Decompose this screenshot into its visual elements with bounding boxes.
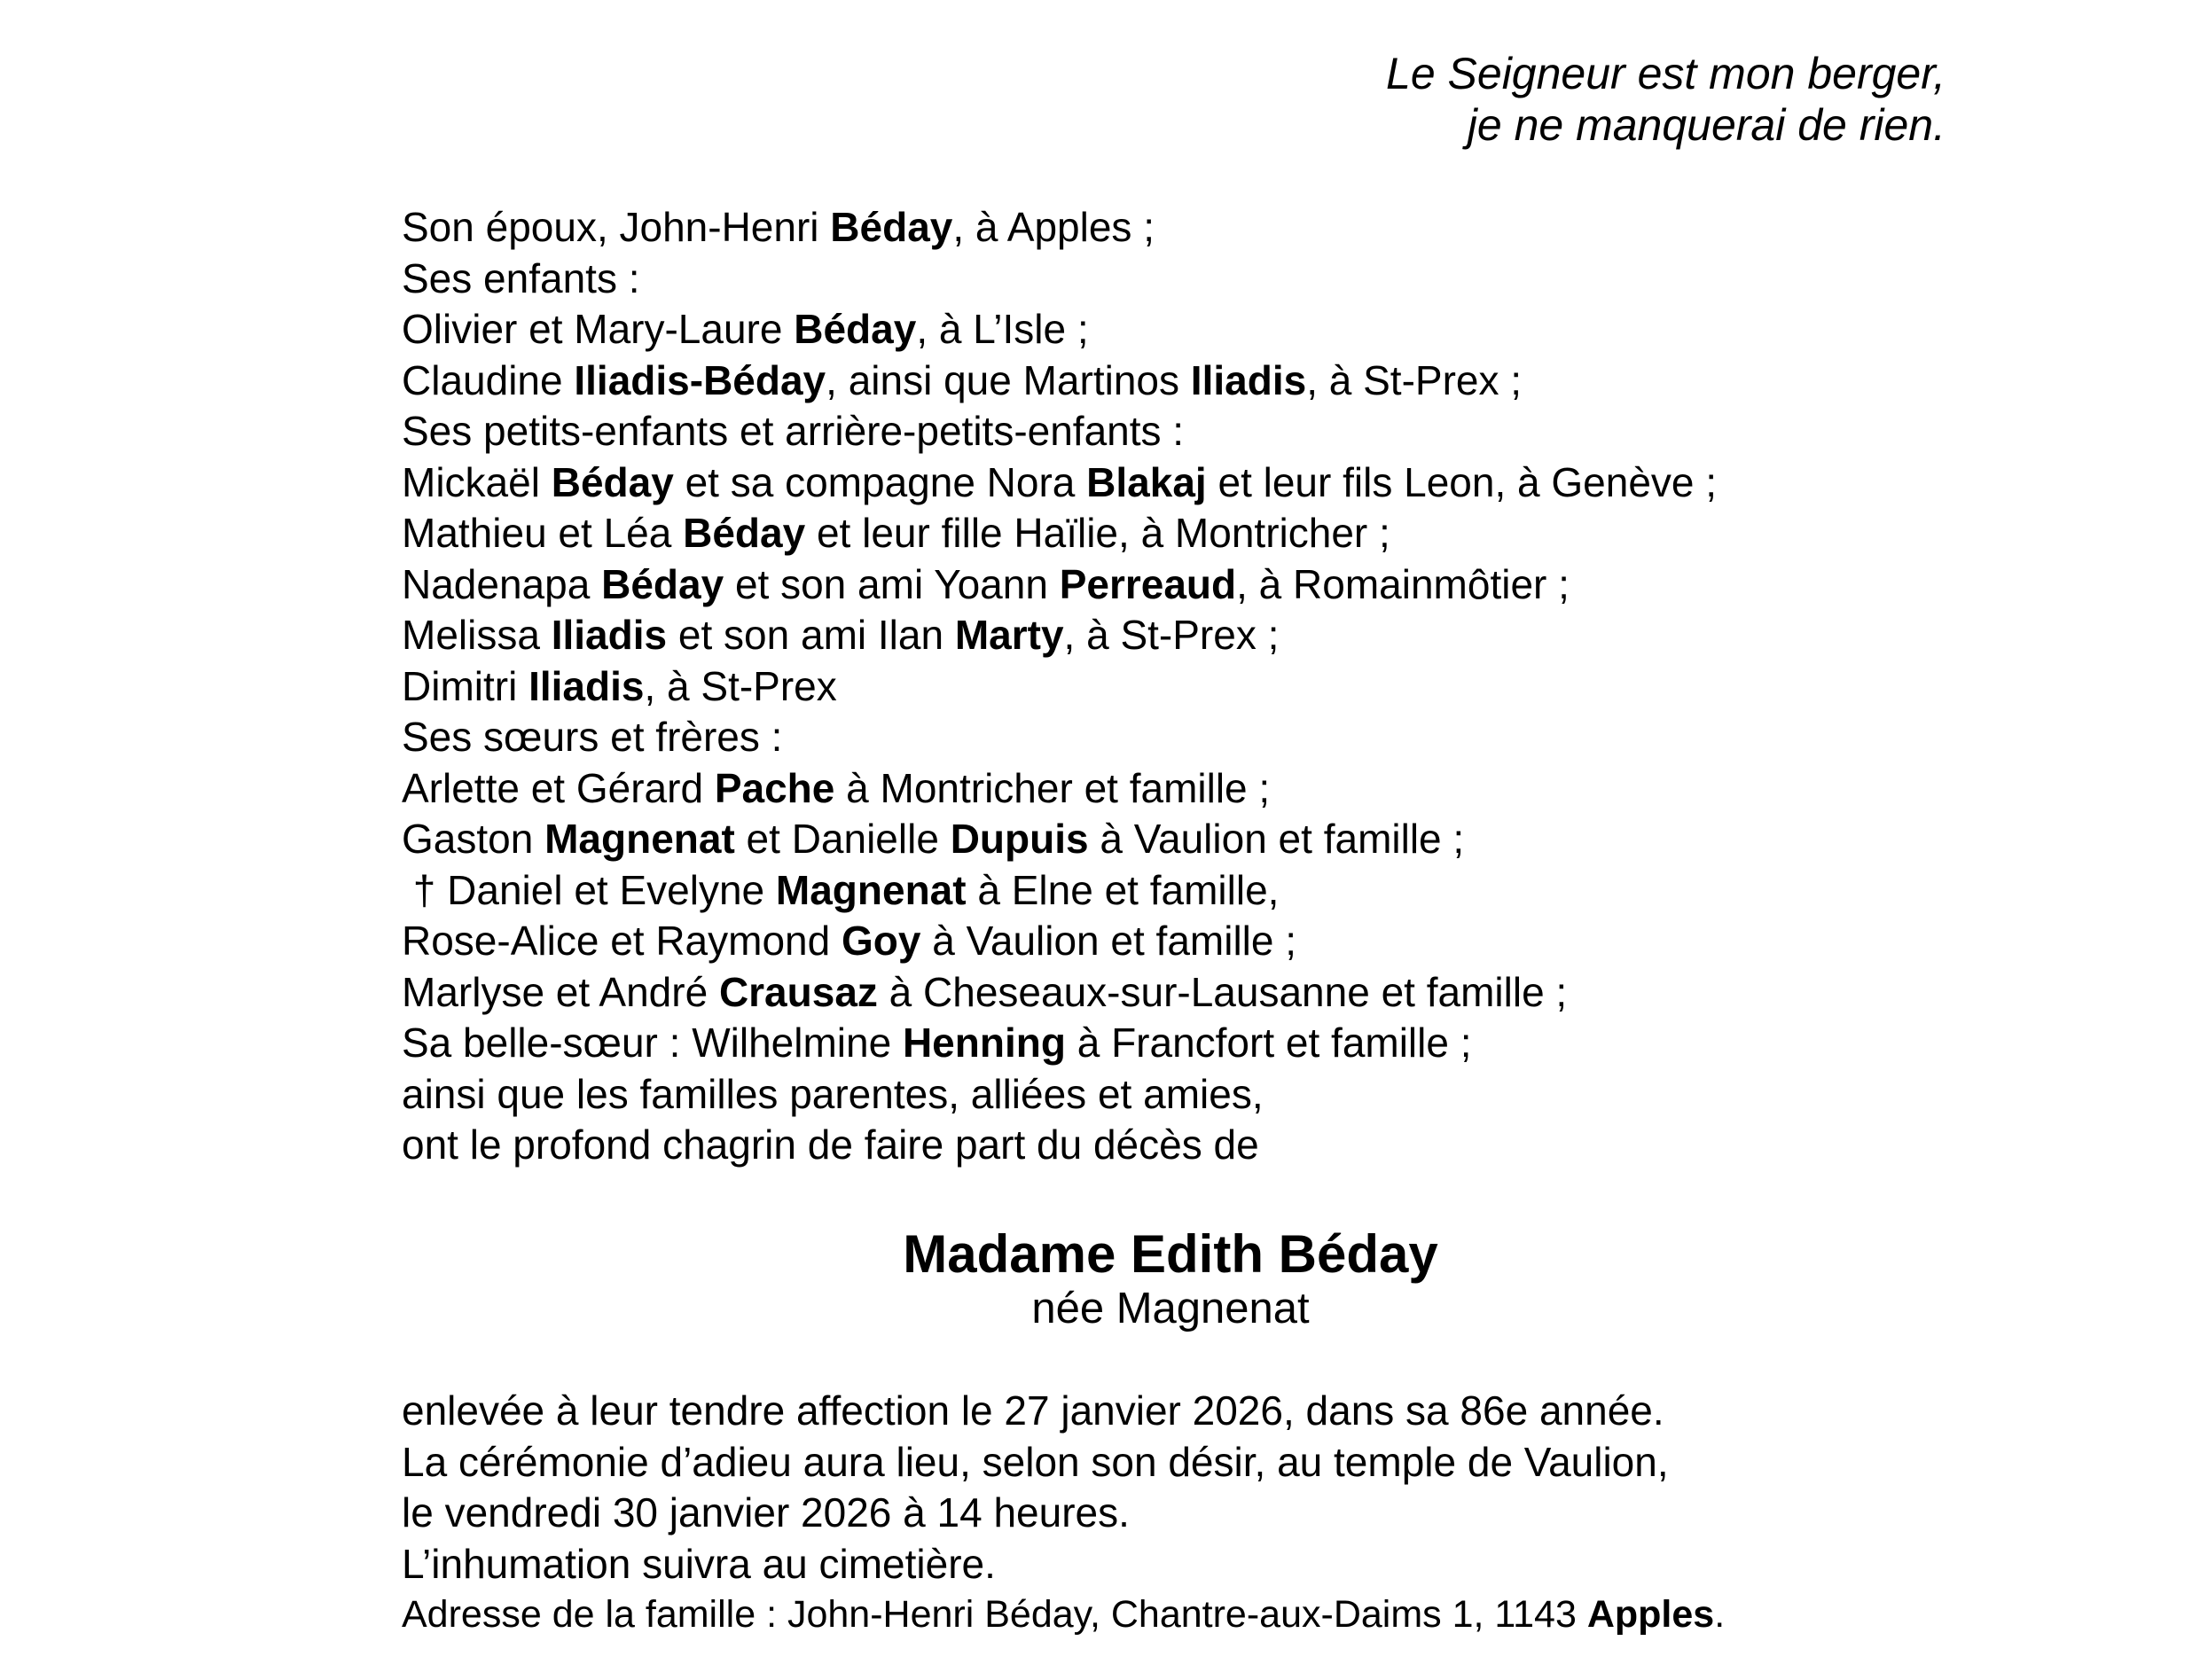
family-line: Rose-Alice et Raymond Goy à Vaulion et famille ; xyxy=(402,918,1297,964)
family-line: ont le profond chagrin de faire part du décès de xyxy=(402,1121,1259,1168)
family-line: Ses petits-enfants et arrière-petits-enfants : xyxy=(402,408,1185,454)
family-line: Claudine Iliadis-Béday, ainsi que Martinos Iliadis, à St-Prex ; xyxy=(402,356,1523,403)
family-list xyxy=(402,202,1717,1171)
quote-line-1: Le Seigneur est mon berger, xyxy=(1386,49,1946,98)
ceremony-details xyxy=(402,1386,1725,1641)
family-line: Ses sœurs et frères : xyxy=(402,714,783,760)
scripture-quote xyxy=(1386,49,1946,151)
family-line: Melissa Iliadis et son ami Ilan Marty, à St-Prex ; xyxy=(402,612,1280,658)
family-line: Mathieu et Léa Béday et leur fille Haïlie, à Montricher ; xyxy=(402,510,1390,556)
family-line: Arlette et Gérard Pache à Montricher et famille ; xyxy=(402,764,1271,811)
family-line: Dimitri Iliadis, à St-Prex xyxy=(402,662,837,709)
ceremony-line: La cérémonie d’adieu aura lieu, selon son désir, au temple de Vaulion, xyxy=(402,1438,1669,1485)
quote-line-2: je ne manquerai de rien. xyxy=(1467,99,1946,150)
family-line: Sa belle-sœur : Wilhelmine Henning à Francfort et famille ; xyxy=(402,1020,1472,1066)
family-line: Nadenapa Béday et son ami Yoann Perreaud, à Romainmôtier ; xyxy=(402,560,1570,607)
deceased-name-title: Madame Edith Béday xyxy=(903,1224,1438,1284)
family-line: Ses enfants : xyxy=(402,254,640,301)
family-line: Marlyse et André Crausaz à Cheseaux-sur-Lausanne et famille ; xyxy=(402,968,1568,1015)
deceased-maiden-name: née Magnenat xyxy=(1031,1285,1310,1332)
family-line: Gaston Magnenat et Danielle Dupuis à Vaulion et famille ; xyxy=(402,816,1465,862)
family-line: ainsi que les familles parentes, alliées et amies, xyxy=(402,1070,1264,1117)
family-line: Son époux, John-Henri Béday, à Apples ; xyxy=(402,204,1155,250)
ceremony-line: enlevée à leur tendre affection le 27 janvier 2026, dans sa 86e année. xyxy=(402,1387,1664,1434)
ceremony-line: L’inhumation suivra au cimetière. xyxy=(402,1540,996,1587)
family-line: Olivier et Mary-Laure Béday, à L’Isle ; xyxy=(402,306,1089,352)
family-line: Mickaël Béday et sa compagne Nora Blakaj et leur fils Leon, à Genève ; xyxy=(402,458,1718,505)
ceremony-line: le vendredi 30 janvier 2026 à 14 heures. xyxy=(402,1489,1130,1535)
family-line: † Daniel et Evelyne Magnenat à Elne et famille, xyxy=(402,866,1280,913)
family-address-line: Adresse de la famille : John-Henri Béday, Chantre-aux-Daims 1, 1143 Apples. xyxy=(402,1593,1726,1636)
